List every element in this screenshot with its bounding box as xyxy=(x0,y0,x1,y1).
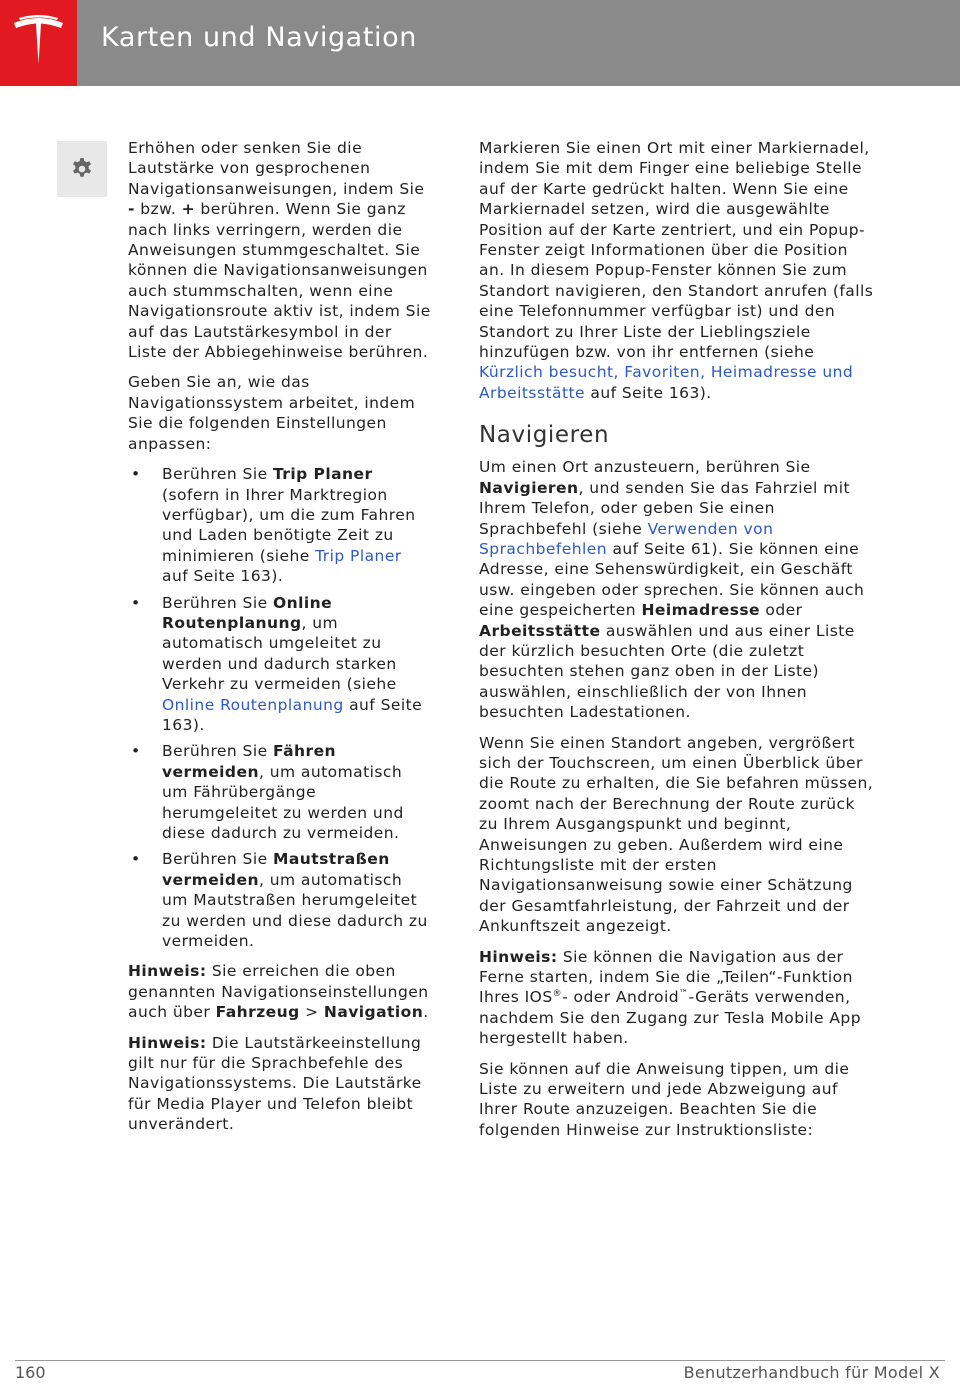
link-trip-planer[interactable]: Trip Planer xyxy=(315,546,402,565)
settings-marker xyxy=(57,141,107,197)
instruction-paragraph: Sie können auf die Anweisung tippen, um die Liste zu erweitern und jede Abzweigung auf Ihrer Route anzuzeigen. Beachten Sie die folgenden Hinweise zur Instruktionsliste: xyxy=(479,1059,850,1139)
location-paragraph: Wenn Sie einen Standort angeben, vergrößert sich der Touchscreen, um einen Überblick über die Route zu erhalten, die Sie befahren müssen, zoomt nach der Berechnung der Route zurück zu Ihrem Ausgangspunkt und beginnt, Anweisungen zu geben. Außerdem wird eine Richtungsliste mit der ersten Navigationsanweisung sowie einer Schätzung der Gesamtfahrleistung, der Fahrzeit und der Ankunftszeit angezeigt. xyxy=(479,733,874,936)
left-column xyxy=(128,138,433,1145)
note-paragraph: Hinweis: Sie können die Navigation aus der Ferne starten, indem Sie die „Teilen“-Funktion Ihres IOS®- oder Android™-Geräts verwenden, nachdem Sie den Zugang zur Tesla Mobile App hergestellt haben. xyxy=(479,947,862,1048)
settings-list xyxy=(128,464,433,951)
note-paragraph: Hinweis: Sie erreichen die oben genannten Navigationseinstellungen auch über Fahrzeug > Navigation. xyxy=(128,962,429,1022)
list-item: • Berühren Sie Online Routenplanung, um automatisch umgeleitet zu werden und dadurch starken Verkehr zu vermeiden (siehe Online Routenplanung auf Seite 163). xyxy=(128,593,433,736)
list-item: • Berühren Sie Mautstraßen vermeiden, um automatisch um Mautstraßen herumgeleitet zu werden und diese dadurch zu vermeiden. xyxy=(128,849,433,951)
volume-paragraph: Erhöhen oder senken Sie die Lautstärke von gesprochenen Navigationsanweisungen, indem Sie - bzw. + berühren. Wenn Sie ganz nach links verringern, werden die Anweisungen stummgeschaltet. Sie können die Navigationsanweisungen auch stummschalten, wenn eine Navigationsroute aktiv ist, indem Sie auf das Lautstärkesymbol in der Liste der Abbiegehinweise berühren. xyxy=(128,139,431,362)
page-number: 160 xyxy=(15,1363,46,1382)
link-sprachbefehle[interactable]: Verwenden von Sprachbefehlen xyxy=(479,519,774,558)
gear-icon xyxy=(70,157,94,181)
tesla-logo xyxy=(0,0,77,86)
navigate-paragraph: Um einen Ort anzusteuern, berühren Sie Navigieren, und senden Sie das Fahrziel mit Ihrem Telefon, oder geben Sie einen Sprachbefehl (siehe Verwenden von Sprachbefehlen auf Seite 61). Sie können eine Adresse, eine Sehenswürdigkeit, ein Geschäft usw. eingeben oder sprechen. Sie können auch eine gespeicherten Heimadresse oder Arbeitsstätte auswählen und aus einer Liste der kürzlich besuchten Orte (die zuletzt besuchten stehen ganz oben in der Liste) auswählen, einschließlich der von Ihnen besuchten Ladestationen. xyxy=(479,458,865,722)
section-heading: Navigieren xyxy=(479,422,610,449)
page-title: Karten und Navigation xyxy=(101,22,417,53)
list-item: • Berühren Sie Fähren vermeiden, um automatisch um Fährübergänge herumgeleitet zu werden und diese dadurch zu vermeiden. xyxy=(128,741,433,843)
right-column xyxy=(479,138,877,1150)
page-header xyxy=(0,0,960,86)
pin-paragraph: Markieren Sie einen Ort mit einer Markiernadel, indem Sie mit dem Finger eine beliebige Stelle auf der Karte gedrückt halten. Wenn Sie eine Markiernadel setzen, wird die ausgewählte Position auf der Karte zentriert, und ein Popup-Fenster zeigt Informationen über die Position an. In diesem Popup-Fenster können Sie zum Standort navigieren, den Standort anrufen (falls eine Telefonnummer verfügbar ist) und den Standort zu Ihrer Liste der Lieblingsziele hinzufügen bzw. von ihr entfernen (siehe Kürzlich besucht, Favoriten, Heimadresse und Arbeitsstätte auf Seite 163). xyxy=(479,139,874,402)
link-favoriten[interactable]: Kürzlich besucht, Favoriten, Heimadresse und Arbeitsstätte xyxy=(479,363,854,402)
settings-intro: Geben Sie an, wie das Navigationssystem arbeitet, indem Sie die folgenden Einstellungen anpassen: xyxy=(128,373,416,453)
footer-divider xyxy=(15,1360,945,1361)
tesla-logo-icon xyxy=(10,14,67,72)
manual-title: Benutzerhandbuch für Model X xyxy=(683,1363,940,1382)
note-paragraph: Hinweis: Die Lautstärkeeinstellung gilt nur für die Sprachbefehle des Navigationssystems. Die Lautstärke für Media Player und Telefon bleibt unverändert. xyxy=(128,1033,422,1134)
list-item: • Berühren Sie Trip Planer (sofern in Ihrer Marktregion verfügbar), um die zum Fahren und Laden benötigte Zeit zu minimieren (siehe Trip Planer auf Seite 163). xyxy=(128,464,433,586)
link-online-routenplanung[interactable]: Online Routenplanung xyxy=(162,695,344,714)
